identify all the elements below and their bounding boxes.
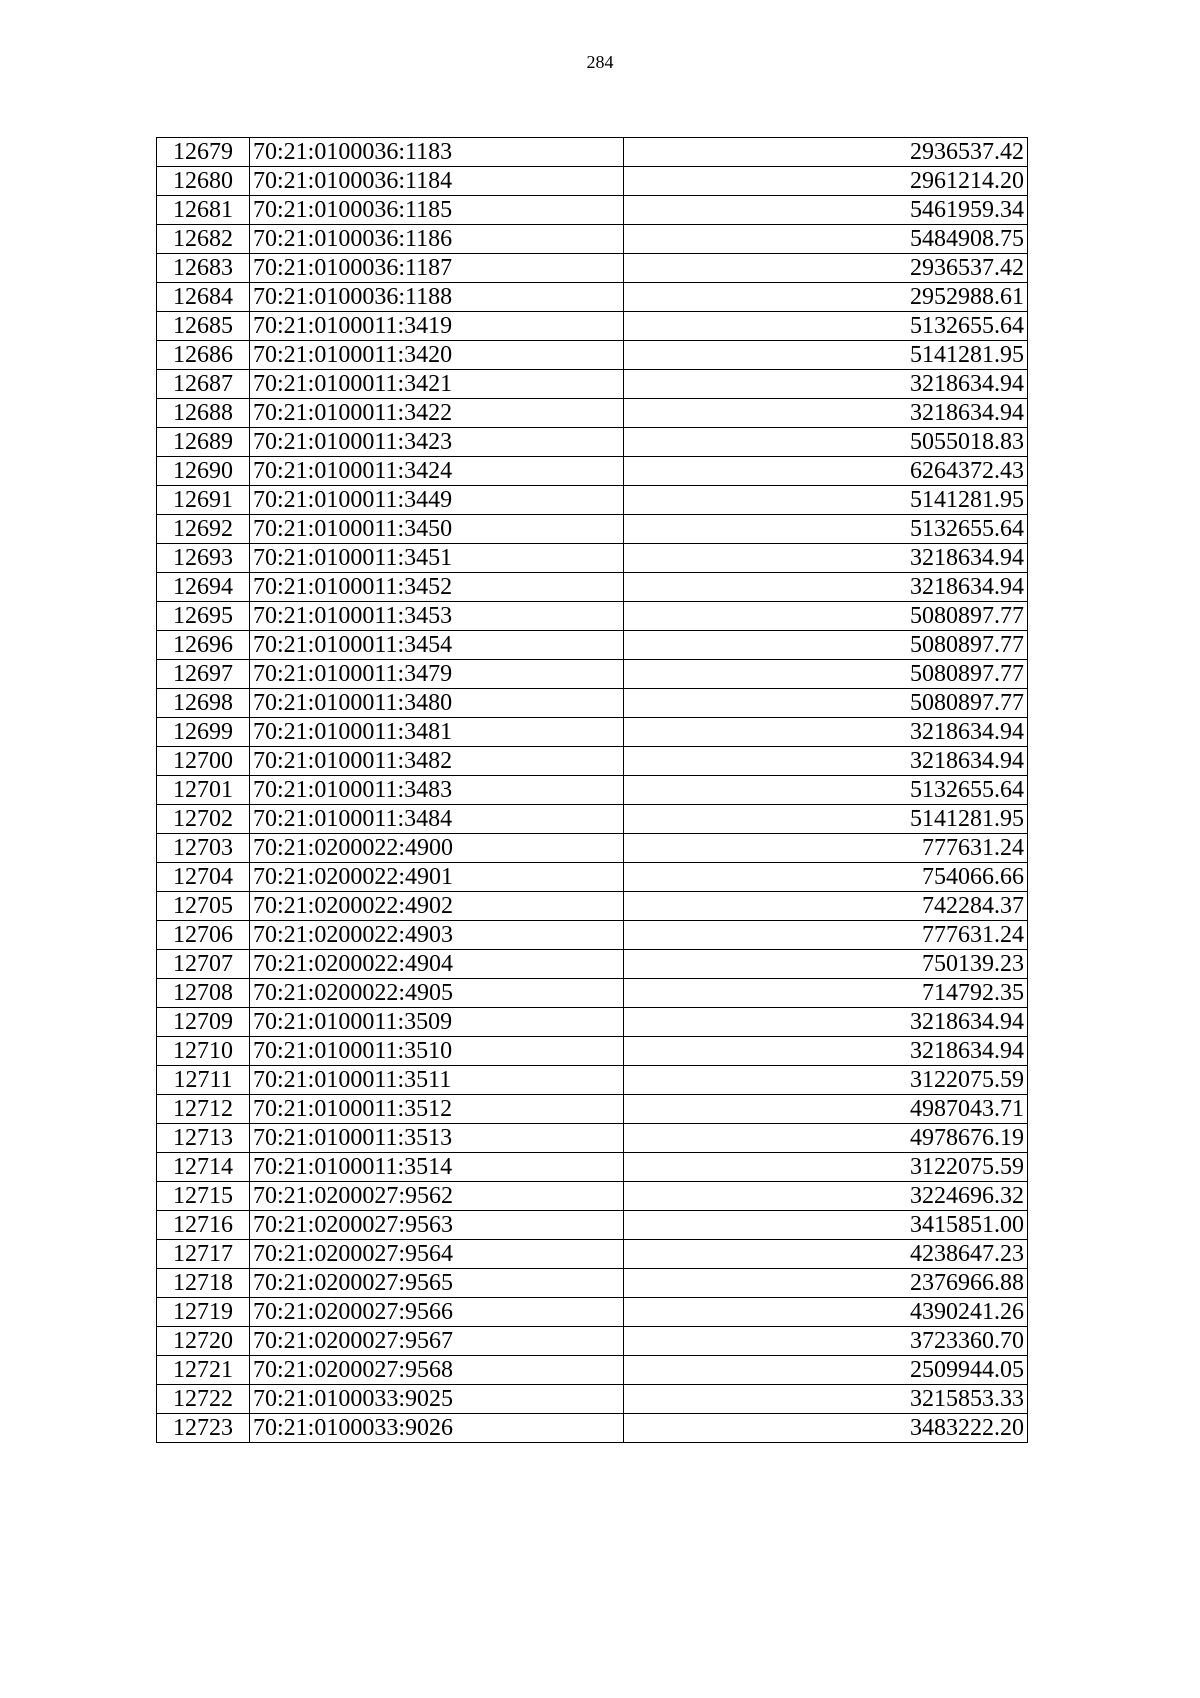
- row-number-cell: 12689: [157, 428, 250, 457]
- table-row: [157, 660, 1028, 689]
- row-number-cell: 12708: [157, 979, 250, 1008]
- row-number-cell: 12685: [157, 312, 250, 341]
- cadastral-number-cell: 70:21:0100036:1183: [250, 138, 624, 167]
- table-row: [157, 950, 1028, 979]
- table-row: [157, 254, 1028, 283]
- table-row: [157, 1414, 1028, 1443]
- value-cell: 4390241.26: [624, 1298, 1028, 1327]
- cadastral-number-cell: 70:21:0200027:9563: [250, 1211, 624, 1240]
- row-number-cell: 12693: [157, 544, 250, 573]
- cadastral-number-cell: 70:21:0200022:4905: [250, 979, 624, 1008]
- value-cell: 3483222.20: [624, 1414, 1028, 1443]
- value-cell: 3218634.94: [624, 370, 1028, 399]
- table-row: [157, 1037, 1028, 1066]
- value-cell: 3218634.94: [624, 573, 1028, 602]
- value-cell: 2376966.88: [624, 1269, 1028, 1298]
- row-number-cell: 12714: [157, 1153, 250, 1182]
- row-number-cell: 12696: [157, 631, 250, 660]
- cadastral-number-cell: 70:21:0100011:3452: [250, 573, 624, 602]
- row-number-cell: 12701: [157, 776, 250, 805]
- value-cell: 5141281.95: [624, 805, 1028, 834]
- cadastral-number-cell: 70:21:0100011:3424: [250, 457, 624, 486]
- cadastral-number-cell: 70:21:0200027:9564: [250, 1240, 624, 1269]
- value-cell: 4978676.19: [624, 1124, 1028, 1153]
- row-number-cell: 12680: [157, 167, 250, 196]
- table-row: [157, 167, 1028, 196]
- table-row: [157, 370, 1028, 399]
- value-cell: 2509944.05: [624, 1356, 1028, 1385]
- cadastral-number-cell: 70:21:0100011:3451: [250, 544, 624, 573]
- table-row: [157, 399, 1028, 428]
- row-number-cell: 12692: [157, 515, 250, 544]
- cadastral-number-cell: 70:21:0100011:3481: [250, 718, 624, 747]
- page-number: 284: [586, 52, 614, 72]
- cadastral-number-cell: 70:21:0100036:1185: [250, 196, 624, 225]
- table-row: [157, 805, 1028, 834]
- cadastral-number-cell: 70:21:0100011:3420: [250, 341, 624, 370]
- table-row: [157, 428, 1028, 457]
- value-cell: 5461959.34: [624, 196, 1028, 225]
- row-number-cell: 12705: [157, 892, 250, 921]
- row-number-cell: 12721: [157, 1356, 250, 1385]
- value-cell: 742284.37: [624, 892, 1028, 921]
- value-cell: 3215853.33: [624, 1385, 1028, 1414]
- table-row: [157, 1066, 1028, 1095]
- table-row: [157, 1153, 1028, 1182]
- value-cell: 750139.23: [624, 950, 1028, 979]
- row-number-cell: 12682: [157, 225, 250, 254]
- cadastral-number-cell: 70:21:0100011:3509: [250, 1008, 624, 1037]
- row-number-cell: 12684: [157, 283, 250, 312]
- row-number-cell: 12681: [157, 196, 250, 225]
- cadastral-number-cell: 70:21:0100011:3484: [250, 805, 624, 834]
- value-cell: 2936537.42: [624, 138, 1028, 167]
- cadastral-number-cell: 70:21:0100011:3419: [250, 312, 624, 341]
- table-row: [157, 1182, 1028, 1211]
- cadastral-number-cell: 70:21:0100011:3512: [250, 1095, 624, 1124]
- value-cell: 5132655.64: [624, 312, 1028, 341]
- value-cell: 5484908.75: [624, 225, 1028, 254]
- row-number-cell: 12722: [157, 1385, 250, 1414]
- value-cell: 3218634.94: [624, 747, 1028, 776]
- value-cell: 3122075.59: [624, 1066, 1028, 1095]
- cadastral-number-cell: 70:21:0100011:3511: [250, 1066, 624, 1095]
- table-row: [157, 283, 1028, 312]
- row-number-cell: 12695: [157, 602, 250, 631]
- cadastral-number-cell: 70:21:0100011:3450: [250, 515, 624, 544]
- cadastral-number-cell: 70:21:0100036:1186: [250, 225, 624, 254]
- row-number-cell: 12704: [157, 863, 250, 892]
- cadastral-number-cell: 70:21:0100011:3483: [250, 776, 624, 805]
- row-number-cell: 12699: [157, 718, 250, 747]
- table-row: [157, 689, 1028, 718]
- value-cell: 5080897.77: [624, 602, 1028, 631]
- row-number-cell: 12691: [157, 486, 250, 515]
- table-row: [157, 863, 1028, 892]
- table-row: [157, 1385, 1028, 1414]
- row-number-cell: 12716: [157, 1211, 250, 1240]
- table-row: [157, 602, 1028, 631]
- cadastral-number-cell: 70:21:0100011:3423: [250, 428, 624, 457]
- value-cell: 3218634.94: [624, 399, 1028, 428]
- row-number-cell: 12707: [157, 950, 250, 979]
- table-row: [157, 979, 1028, 1008]
- table-row: [157, 1298, 1028, 1327]
- table-row: [157, 1008, 1028, 1037]
- row-number-cell: 12683: [157, 254, 250, 283]
- cadastral-number-cell: 70:21:0200022:4904: [250, 950, 624, 979]
- cadastral-number-cell: 70:21:0200022:4900: [250, 834, 624, 863]
- value-cell: 4238647.23: [624, 1240, 1028, 1269]
- table-row: [157, 892, 1028, 921]
- row-number-cell: 12719: [157, 1298, 250, 1327]
- cadastral-number-cell: 70:21:0100011:3510: [250, 1037, 624, 1066]
- table-row: [157, 834, 1028, 863]
- cadastral-number-cell: 70:21:0200022:4901: [250, 863, 624, 892]
- cadastral-number-cell: 70:21:0100011:3422: [250, 399, 624, 428]
- row-number-cell: 12688: [157, 399, 250, 428]
- cadastral-number-cell: 70:21:0100011:3482: [250, 747, 624, 776]
- table-row: [157, 921, 1028, 950]
- value-cell: 3218634.94: [624, 718, 1028, 747]
- row-number-cell: 12686: [157, 341, 250, 370]
- row-number-cell: 12715: [157, 1182, 250, 1211]
- table-row: [157, 573, 1028, 602]
- row-number-cell: 12717: [157, 1240, 250, 1269]
- row-number-cell: 12690: [157, 457, 250, 486]
- table-body: [157, 138, 1028, 1443]
- value-cell: 5132655.64: [624, 776, 1028, 805]
- cadastral-number-cell: 70:21:0100011:3421: [250, 370, 624, 399]
- value-cell: 5132655.64: [624, 515, 1028, 544]
- cadastral-number-cell: 70:21:0200027:9562: [250, 1182, 624, 1211]
- cadastral-number-cell: 70:21:0200027:9568: [250, 1356, 624, 1385]
- value-cell: 2961214.20: [624, 167, 1028, 196]
- table-row: [157, 631, 1028, 660]
- table-row: [157, 776, 1028, 805]
- cadastral-number-cell: 70:21:0200027:9567: [250, 1327, 624, 1356]
- data-table: [156, 137, 1028, 1443]
- cadastral-number-cell: 70:21:0100036:1188: [250, 283, 624, 312]
- table-row: [157, 196, 1028, 225]
- table-row: [157, 1124, 1028, 1153]
- cadastral-number-cell: 70:21:0100036:1184: [250, 167, 624, 196]
- cadastral-number-cell: 70:21:0100036:1187: [250, 254, 624, 283]
- cadastral-number-cell: 70:21:0100011:3480: [250, 689, 624, 718]
- cadastral-number-cell: 70:21:0200022:4903: [250, 921, 624, 950]
- row-number-cell: 12723: [157, 1414, 250, 1443]
- row-number-cell: 12711: [157, 1066, 250, 1095]
- table-row: [157, 718, 1028, 747]
- cadastral-number-cell: 70:21:0100011:3454: [250, 631, 624, 660]
- row-number-cell: 12702: [157, 805, 250, 834]
- cadastral-number-cell: 70:21:0100011:3514: [250, 1153, 624, 1182]
- table-row: [157, 1095, 1028, 1124]
- row-number-cell: 12720: [157, 1327, 250, 1356]
- value-cell: 3218634.94: [624, 1008, 1028, 1037]
- value-cell: 3224696.32: [624, 1182, 1028, 1211]
- value-cell: 5080897.77: [624, 689, 1028, 718]
- cadastral-number-cell: 70:21:0100011:3479: [250, 660, 624, 689]
- table-row: [157, 1327, 1028, 1356]
- row-number-cell: 12698: [157, 689, 250, 718]
- table-row: [157, 544, 1028, 573]
- row-number-cell: 12706: [157, 921, 250, 950]
- cadastral-number-cell: 70:21:0100033:9026: [250, 1414, 624, 1443]
- value-cell: 3122075.59: [624, 1153, 1028, 1182]
- row-number-cell: 12679: [157, 138, 250, 167]
- row-number-cell: 12700: [157, 747, 250, 776]
- value-cell: 5141281.95: [624, 486, 1028, 515]
- value-cell: 5080897.77: [624, 660, 1028, 689]
- value-cell: 5055018.83: [624, 428, 1028, 457]
- table-row: [157, 1240, 1028, 1269]
- value-cell: 3415851.00: [624, 1211, 1028, 1240]
- table-row: [157, 312, 1028, 341]
- table-row: [157, 225, 1028, 254]
- table-row: [157, 1356, 1028, 1385]
- table-row: [157, 486, 1028, 515]
- cadastral-number-cell: 70:21:0100033:9025: [250, 1385, 624, 1414]
- cadastral-number-cell: 70:21:0200027:9565: [250, 1269, 624, 1298]
- value-cell: 777631.24: [624, 921, 1028, 950]
- table-row: [157, 515, 1028, 544]
- row-number-cell: 12703: [157, 834, 250, 863]
- cadastral-number-cell: 70:21:0100011:3449: [250, 486, 624, 515]
- row-number-cell: 12709: [157, 1008, 250, 1037]
- value-cell: 2952988.61: [624, 283, 1028, 312]
- cadastral-number-cell: 70:21:0100011:3513: [250, 1124, 624, 1153]
- value-cell: 3218634.94: [624, 1037, 1028, 1066]
- table-row: [157, 457, 1028, 486]
- row-number-cell: 12712: [157, 1095, 250, 1124]
- row-number-cell: 12718: [157, 1269, 250, 1298]
- row-number-cell: 12694: [157, 573, 250, 602]
- value-cell: 5141281.95: [624, 341, 1028, 370]
- value-cell: 3723360.70: [624, 1327, 1028, 1356]
- value-cell: 714792.35: [624, 979, 1028, 1008]
- table-row: [157, 1269, 1028, 1298]
- row-number-cell: 12687: [157, 370, 250, 399]
- table-row: [157, 747, 1028, 776]
- table-row: [157, 138, 1028, 167]
- value-cell: 754066.66: [624, 863, 1028, 892]
- cadastral-number-cell: 70:21:0200027:9566: [250, 1298, 624, 1327]
- cadastral-number-cell: 70:21:0200022:4902: [250, 892, 624, 921]
- value-cell: 5080897.77: [624, 631, 1028, 660]
- value-cell: 3218634.94: [624, 544, 1028, 573]
- value-cell: 6264372.43: [624, 457, 1028, 486]
- value-cell: 777631.24: [624, 834, 1028, 863]
- row-number-cell: 12697: [157, 660, 250, 689]
- cadastral-number-cell: 70:21:0100011:3453: [250, 602, 624, 631]
- row-number-cell: 12710: [157, 1037, 250, 1066]
- value-cell: 4987043.71: [624, 1095, 1028, 1124]
- table-row: [157, 1211, 1028, 1240]
- row-number-cell: 12713: [157, 1124, 250, 1153]
- table-row: [157, 341, 1028, 370]
- value-cell: 2936537.42: [624, 254, 1028, 283]
